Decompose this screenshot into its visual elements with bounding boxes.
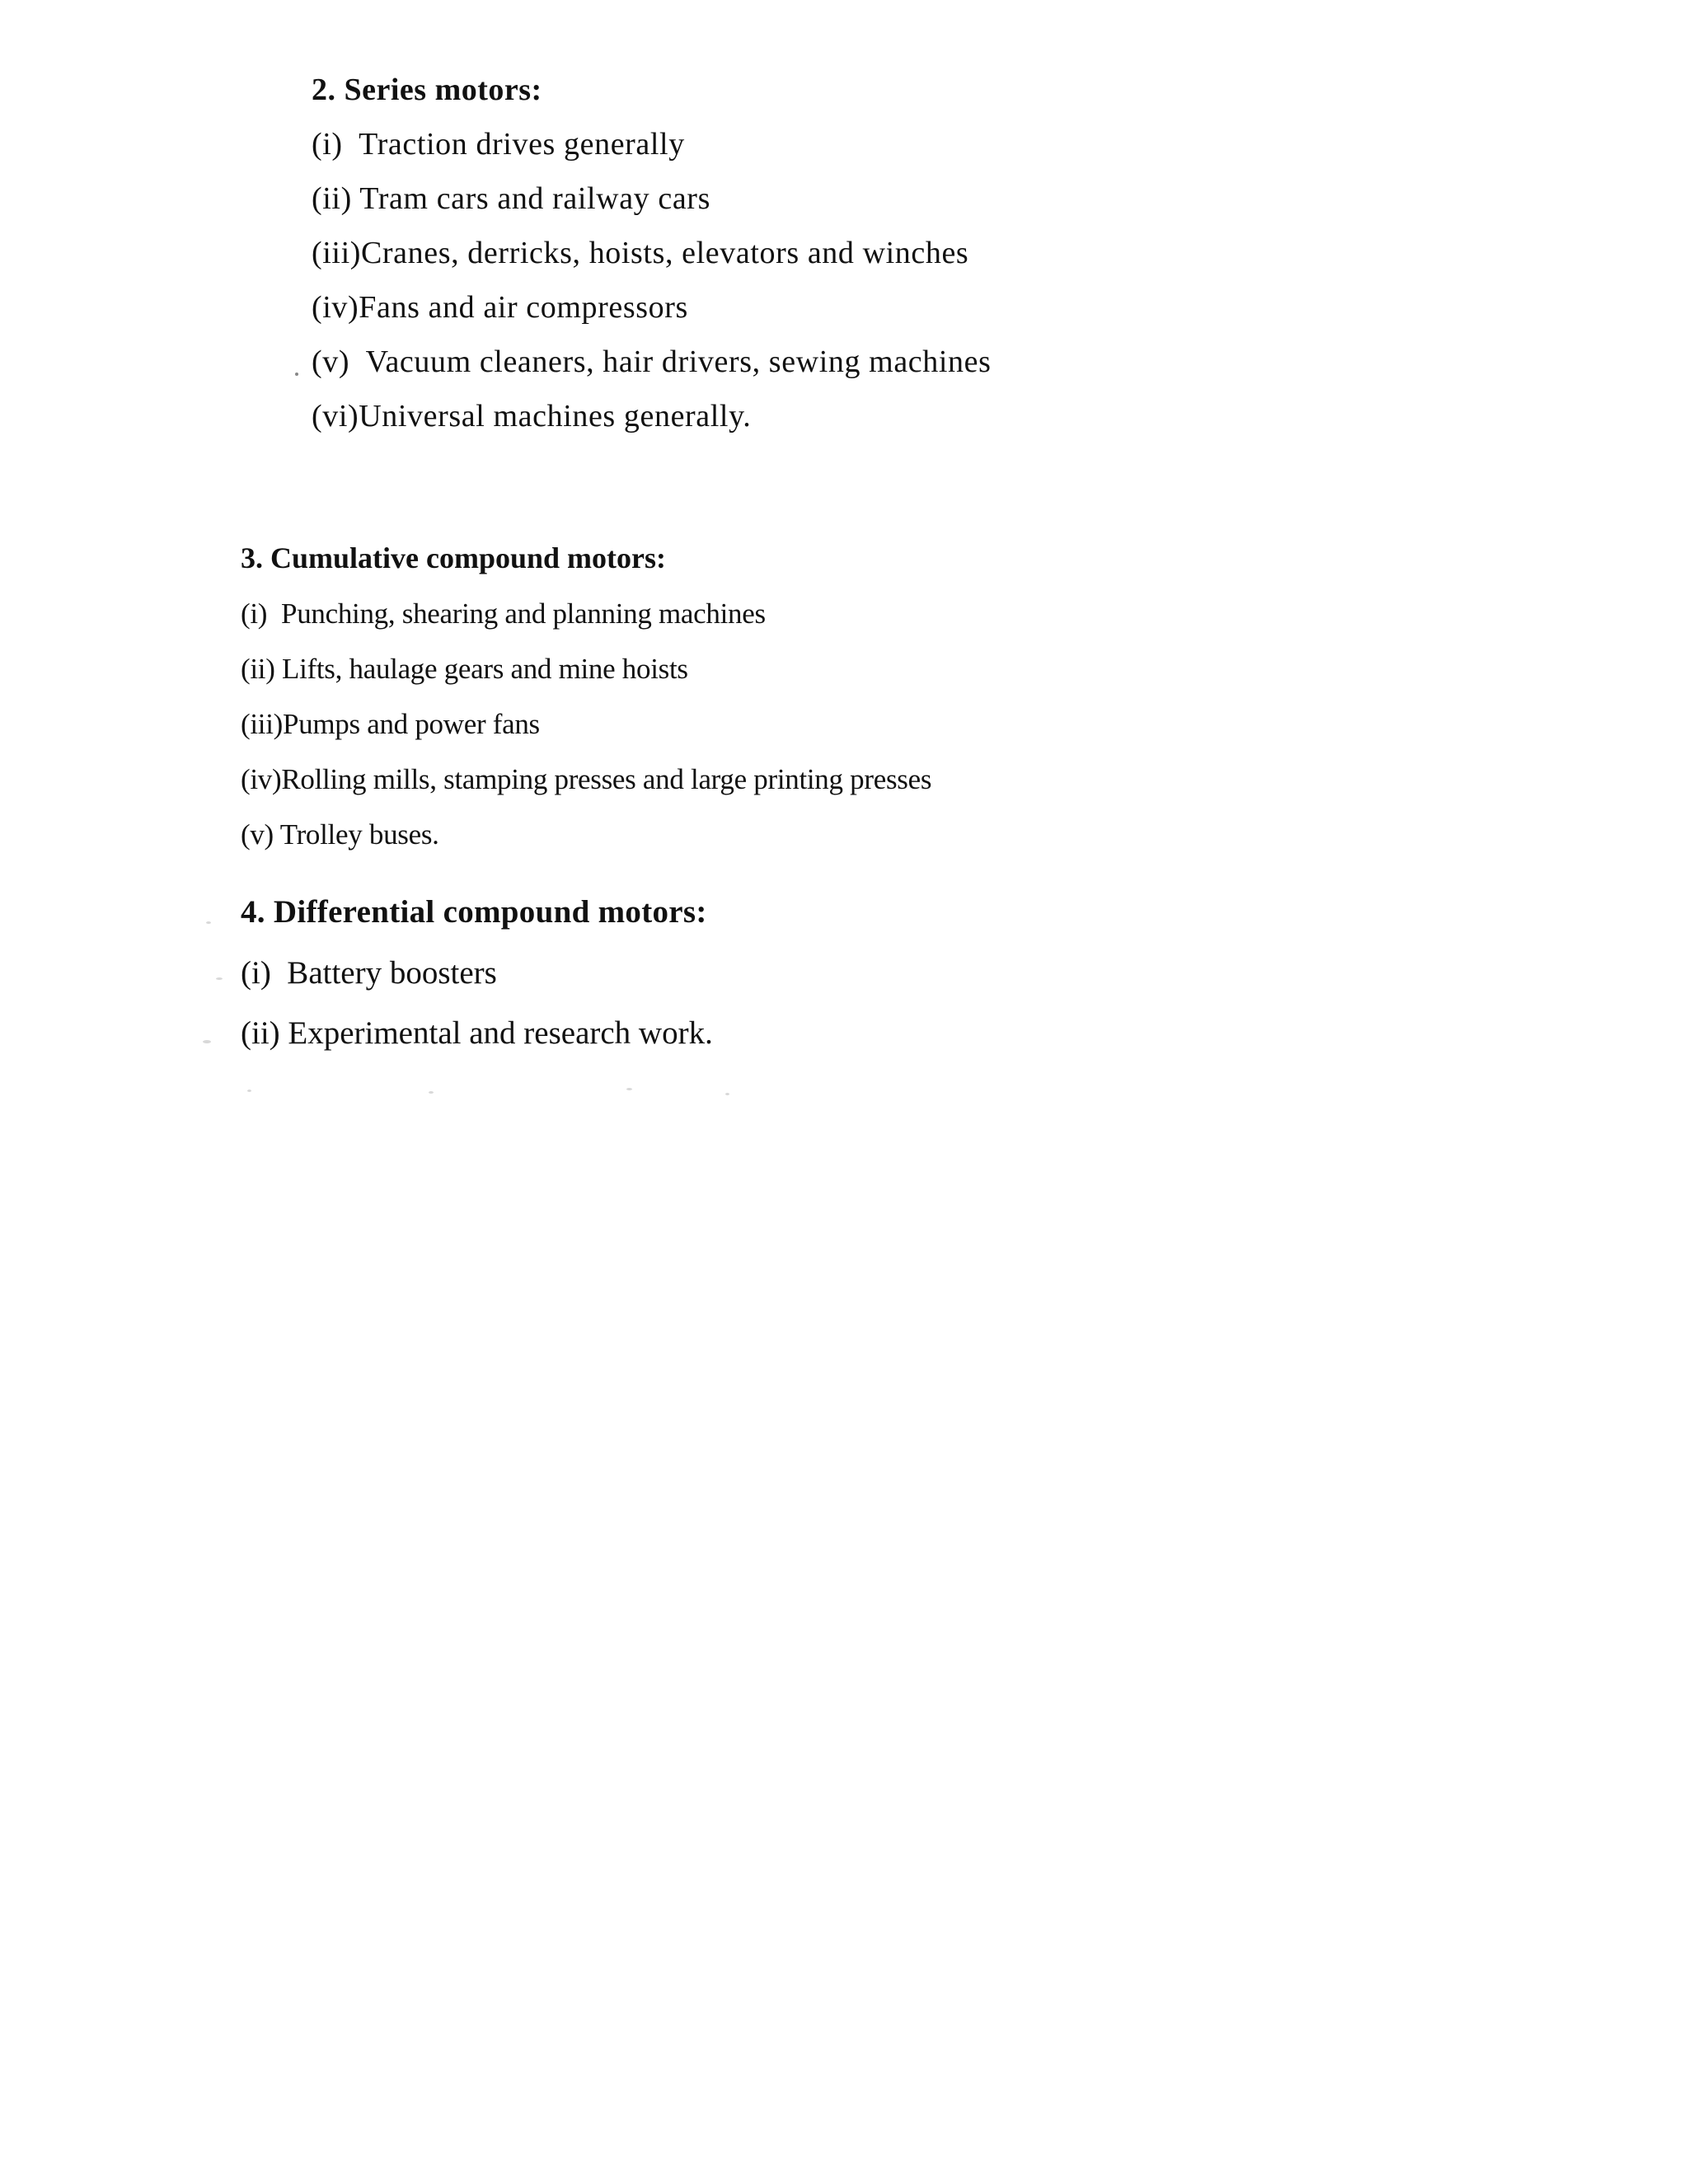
section-heading: 4. Differential compound motors: (241, 894, 707, 930)
list-item: (i) Battery boosters (241, 955, 497, 991)
scan-speck (626, 1088, 632, 1090)
list-item: (v) Vacuum cleaners, hair drivers, sewing machines (312, 344, 992, 379)
section-heading: 2. Series motors: (312, 73, 542, 107)
scan-speck (206, 921, 211, 924)
section-differential-compound-motors (241, 882, 713, 1063)
scan-speck (725, 1093, 729, 1095)
list-item: (iv)Fans and air compressors (312, 290, 688, 325)
scan-speck (429, 1091, 434, 1094)
list-item: (ii) Tram cars and railway cars (312, 181, 710, 216)
list-item: (iii)Cranes, derricks, hoists, elevators and winches (312, 236, 969, 270)
section-cumulative-compound-motors (241, 531, 931, 862)
list-item: (ii) Experimental and research work. (241, 1015, 713, 1051)
scan-speck (295, 373, 298, 376)
section-heading: 3. Cumulative compound motors: (241, 541, 667, 574)
list-item: (i) Punching, shearing and planning machines (241, 598, 766, 630)
list-item: (iii)Pumps and power fans (241, 708, 540, 740)
list-item: (v) Trolley buses. (241, 818, 439, 851)
section-series-motors (312, 63, 991, 443)
scan-speck (247, 1090, 251, 1092)
scan-speck (216, 977, 223, 980)
list-item: (iv)Rolling mills, stamping presses and large printing presses (241, 763, 932, 795)
list-item: (ii) Lifts, haulage gears and mine hoists (241, 653, 688, 685)
scan-speck (203, 1040, 211, 1043)
list-item: (vi)Universal machines generally. (312, 399, 752, 434)
list-item: (i) Traction drives generally (312, 127, 685, 162)
